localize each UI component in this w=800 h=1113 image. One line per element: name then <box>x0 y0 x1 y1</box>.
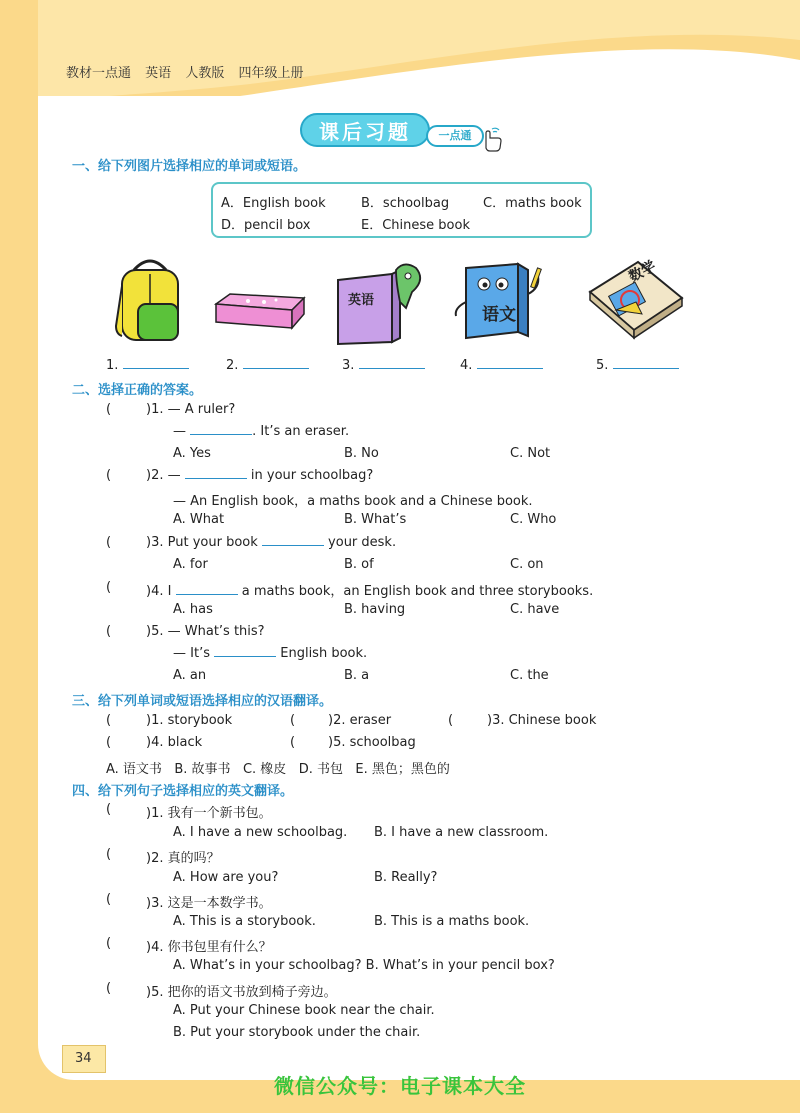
s4-q4-paren[interactable]: ( <box>106 936 112 951</box>
s3-answer-e: E. 黑色；黑色的 <box>355 762 450 777</box>
s2-q5-blank[interactable] <box>214 656 276 657</box>
maths-book-picture <box>586 258 686 340</box>
s3-answer-b: B. 故事书 <box>174 762 231 777</box>
s2-q5-option-c[interactable]: C. the <box>510 668 549 683</box>
s3-item4: )4. black <box>146 735 203 750</box>
option-d: D．pencil box <box>221 218 311 233</box>
s4-q4-option-a[interactable] <box>173 958 555 973</box>
option-e: E．Chinese book <box>361 218 470 233</box>
s3-item1: )1. storybook <box>146 713 233 728</box>
s2-q4-option-c[interactable]: C. have <box>510 602 560 617</box>
s2-q2-num: )2. <box>146 468 164 483</box>
answer-1 <box>106 358 189 373</box>
answer-4-blank[interactable] <box>477 368 543 369</box>
s4-q3-num: )3. <box>146 896 164 911</box>
s4-q1-cn: 我有一个新书包。 <box>167 806 272 821</box>
section-banner <box>300 113 510 155</box>
options-box <box>211 182 592 238</box>
s3-item3: )3. Chinese book <box>487 713 597 728</box>
pointing-hand-icon <box>480 127 506 153</box>
answer-5 <box>596 358 679 373</box>
s2-q5-option-b[interactable]: B. a <box>344 668 370 683</box>
s2-q2-option-c[interactable]: C. Who <box>510 512 557 527</box>
s4-q2-num: )2. <box>146 851 164 866</box>
s2-q4-option-b[interactable]: B. having <box>344 602 406 617</box>
s4-q2-cn: 真的吗？ <box>167 851 220 866</box>
s2-q3-option-a[interactable]: A. for <box>173 557 208 572</box>
option-c: C．maths book <box>483 196 582 211</box>
answer-2-num: 2. <box>226 358 239 373</box>
option-a: A．English book <box>221 196 326 211</box>
s2-q2-option-b[interactable]: B. What’s <box>344 512 407 527</box>
answer-4 <box>460 358 543 373</box>
s3-answer-d: D. 书包 <box>298 762 343 777</box>
s4-q3-option-a[interactable]: A. This is a storybook. <box>173 914 316 929</box>
s2-q1-option-a[interactable]: A. Yes <box>173 446 211 461</box>
header-edition: 人教版 <box>185 66 225 81</box>
s3-item2-paren[interactable]: ( <box>290 713 296 728</box>
s4-q2-option-b[interactable]: B. Really? <box>374 870 438 885</box>
s4-q5-cn: 把你的语文书放到椅子旁边。 <box>167 985 337 1000</box>
english-book-picture <box>334 262 428 346</box>
s2-q4-paren[interactable]: ( <box>106 580 112 595</box>
s2-q4-text-b: a maths book，an English book and three storybooks. <box>241 584 594 599</box>
s2-q5-question: — What’s this? <box>167 624 265 639</box>
s2-q1-answer-text: . It’s an eraser. <box>252 424 350 439</box>
option-b: B．schoolbag <box>361 196 450 211</box>
s3-item3-paren[interactable]: ( <box>448 713 454 728</box>
s3-item4-paren[interactable]: ( <box>106 735 112 750</box>
answer-3-blank[interactable] <box>359 368 425 369</box>
answer-5-blank[interactable] <box>613 368 679 369</box>
s2-q3-line1 <box>146 535 396 550</box>
s2-q1-line2 <box>173 424 349 439</box>
pencil-box-picture <box>212 290 306 332</box>
s4-q3-paren[interactable]: ( <box>106 892 112 907</box>
s4-q4-option-a-text: A. What’s in your schoolbag? <box>173 958 362 973</box>
s2-q1-option-c[interactable]: C. Not <box>510 446 551 461</box>
s2-q3-blank[interactable] <box>262 545 324 546</box>
s2-q1-paren[interactable]: ( <box>106 402 112 417</box>
s3-item2: )2. eraser <box>328 713 392 728</box>
s3-answer-c: C. 橡皮 <box>242 762 287 777</box>
s4-q2-line <box>146 847 220 866</box>
s4-q1-option-a[interactable]: A. I have a new schoolbag. <box>173 825 348 840</box>
header-subject: 英语 <box>145 66 172 81</box>
s4-q5-paren[interactable]: ( <box>106 981 112 996</box>
s2-q1-blank[interactable] <box>190 434 252 435</box>
s2-q3-text-a: Put your book <box>167 535 258 550</box>
s4-q4-line <box>146 936 272 955</box>
banner-title: 课后习题 <box>300 113 430 147</box>
s4-q3-line <box>146 892 272 911</box>
section-1-title: 一、给下列图片选择相应的单词或短语。 <box>72 159 307 174</box>
s2-q1-line1 <box>146 402 235 417</box>
answer-3 <box>342 358 425 373</box>
s2-q2-line1 <box>146 468 373 483</box>
s3-answer-bank <box>106 758 450 777</box>
answer-5-num: 5. <box>596 358 609 373</box>
chinese-book-label: 语文 <box>482 305 516 325</box>
s2-q5-text-a: — It’s <box>173 646 210 661</box>
s4-q1-line <box>146 802 272 821</box>
s2-q1-option-b[interactable]: B. No <box>344 446 379 461</box>
s2-q4-num: )4. <box>146 584 164 599</box>
english-book-label: 英语 <box>348 293 375 308</box>
s3-item5: )5. schoolbag <box>328 735 416 750</box>
footer-watermark: 微信公众号：电子课本大全 <box>274 1074 526 1098</box>
s4-q4-option-b-text[interactable]: B. What’s in your pencil box? <box>365 958 555 973</box>
section-4-title: 四、给下列句子选择相应的英文翻译。 <box>72 784 294 799</box>
s2-q2-paren[interactable]: ( <box>106 468 112 483</box>
s2-q1-num: )1. <box>146 402 164 417</box>
maths-book-label: 数学 <box>626 258 659 286</box>
s2-q4-option-a[interactable]: A. has <box>173 602 213 617</box>
answer-4-num: 4. <box>460 358 473 373</box>
s2-q5-paren[interactable]: ( <box>106 624 112 639</box>
s2-q5-text-b: English book. <box>280 646 368 661</box>
s2-q1-dash: — <box>173 424 186 439</box>
s4-q4-num: )4. <box>146 940 164 955</box>
s2-q4-blank[interactable] <box>176 594 238 595</box>
s2-q2-option-a[interactable]: A. What <box>173 512 225 527</box>
s4-q3-option-b[interactable]: B. This is a maths book. <box>374 914 530 929</box>
s4-q5-num: )5. <box>146 985 164 1000</box>
s4-q4-cn: 你书包里有什么？ <box>167 940 272 955</box>
s2-q4-line1 <box>146 580 593 599</box>
s4-q2-option-a[interactable]: A. How are you? <box>173 870 279 885</box>
page-number: 34 <box>62 1045 106 1073</box>
running-header <box>66 62 313 81</box>
s4-q3-cn: 这是一本数学书。 <box>167 896 272 911</box>
s3-answer-a: A. 语文书 <box>106 762 162 777</box>
section-3-title: 三、给下列单词或短语选择相应的汉语翻译。 <box>72 694 333 709</box>
s2-q1-question: — A ruler? <box>167 402 236 417</box>
s2-q3-paren[interactable]: ( <box>106 535 112 550</box>
s3-item1-paren[interactable]: ( <box>106 713 112 728</box>
s2-q3-text-b: your desk. <box>328 535 397 550</box>
s4-q2-paren[interactable]: ( <box>106 847 112 862</box>
s4-q1-option-b[interactable]: B. I have a new classroom. <box>374 825 549 840</box>
header-book: 教材一点通 <box>66 66 132 81</box>
answer-1-blank[interactable] <box>123 368 189 369</box>
s2-q2-dash: — <box>167 468 181 483</box>
answer-2 <box>226 358 309 373</box>
header-grade: 四年级上册 <box>238 66 304 81</box>
s2-q3-option-b[interactable]: B. of <box>344 557 374 572</box>
s2-q2-question: in your schoolbag? <box>250 468 374 483</box>
s4-q1-paren[interactable]: ( <box>106 802 112 817</box>
answer-3-num: 3. <box>342 358 355 373</box>
s2-q2-line2: — An English book，a maths book and a Chinese book. <box>173 494 533 509</box>
answer-1-num: 1. <box>106 358 119 373</box>
s2-q5-num: )5. <box>146 624 164 639</box>
s2-q3-num: )3. <box>146 535 164 550</box>
s2-q5-line2 <box>173 646 367 661</box>
section-2-title: 二、选择正确的答案。 <box>72 383 203 398</box>
s2-q2-blank[interactable] <box>185 478 247 479</box>
s2-q5-option-a[interactable]: A. an <box>173 668 207 683</box>
answer-2-blank[interactable] <box>243 368 309 369</box>
s2-q3-option-c[interactable]: C. on <box>510 557 544 572</box>
s2-q4-text-a: I <box>167 584 172 599</box>
s3-item5-paren[interactable]: ( <box>290 735 296 750</box>
schoolbag-picture <box>112 256 188 346</box>
s2-q5-line1 <box>146 624 265 639</box>
chinese-book-picture <box>452 262 546 344</box>
s4-q1-num: )1. <box>146 806 164 821</box>
s4-q5-line <box>146 981 337 1000</box>
s4-q5-option-a[interactable]: A. Put your Chinese book near the chair. <box>173 1003 435 1018</box>
s4-q5-option-b[interactable]: B. Put your storybook under the chair. <box>173 1025 421 1040</box>
banner-subtitle: 一点通 <box>426 125 484 147</box>
